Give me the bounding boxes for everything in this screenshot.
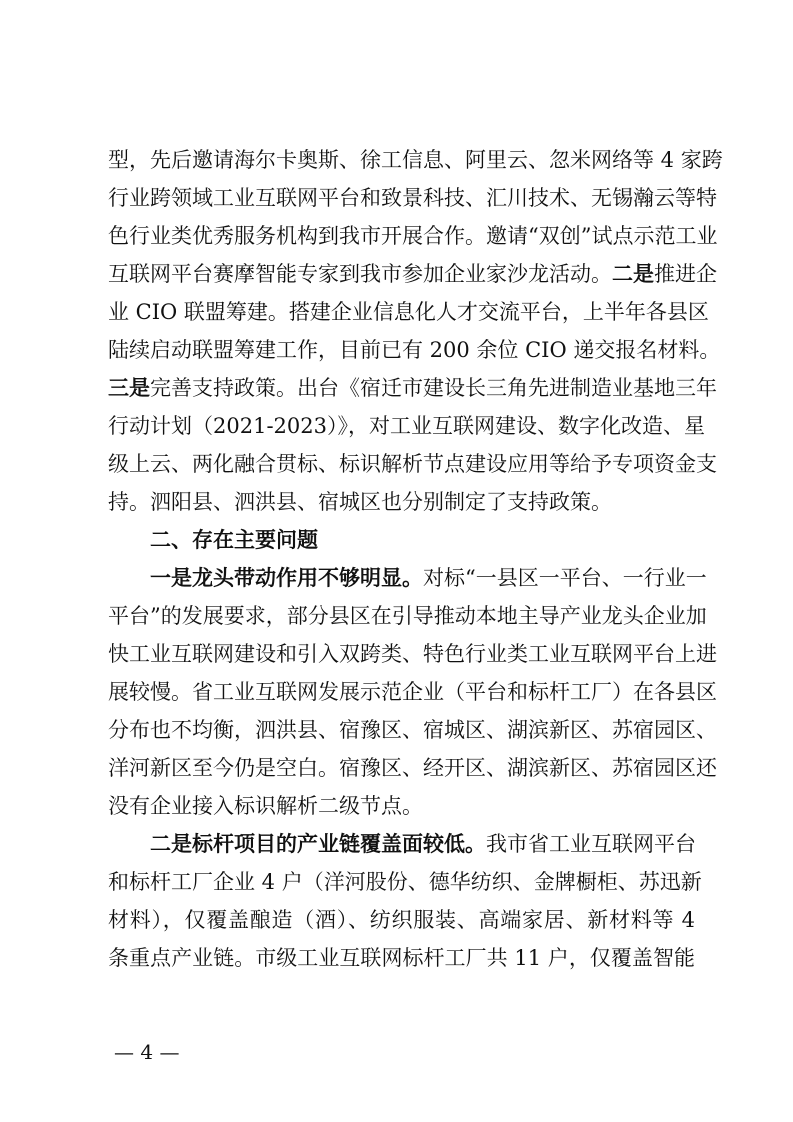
paragraph-line: 型，先后邀请海尔卡奥斯、徐工信息、阿里云、忽米网络等 4 家跨 — [108, 148, 723, 172]
paragraph-line: 展较慢。省工业互联网发展示范企业（平台和标杆工厂）在各县区 — [108, 680, 717, 704]
paragraph-line — [108, 255, 717, 293]
paragraph-line — [108, 369, 717, 407]
paragraph-line — [108, 825, 695, 863]
paragraph-line: 行业跨领域工业互联网平台和致景科技、汇川技术、无锡瀚云等特 — [108, 186, 717, 210]
bold-marker: 三是 — [108, 375, 150, 400]
sentence: 推进企 — [654, 262, 717, 286]
sentence: 我市省工业互联网平台 — [486, 832, 696, 856]
paragraph-line: 级上云、两化融合贯标、标识解析节点建设应用等给予专项资金支 — [108, 452, 717, 476]
sentence: 互联网平台赛摩智能专家到我市参加企业家沙龙活动。 — [108, 262, 612, 286]
sentence: 完善支持政策。出台《宿迁市建设长三角先进制造业基地三年 — [150, 376, 717, 400]
paragraph-line: 洋河新区至今仍是空白。宿豫区、经开区、湖滨新区、苏宿园区还 — [108, 756, 717, 780]
paragraph-line: 快工业互联网建设和引入双跨类、特色行业类工业互联网平台上进 — [108, 642, 717, 666]
paragraph-line: 材料），仅覆盖酿造（酒）、纺织服装、高端家居、新材料等 4 — [108, 908, 695, 932]
paragraph-line: 业 CIO 联盟筹建。搭建企业信息化人才交流平台，上半年各县区 — [108, 300, 709, 324]
paragraph-line: 行动计划（2021-2023）》，对工业互联网建设、数字化改造、星 — [108, 414, 705, 438]
paragraph-line: 平台”的发展要求，部分县区在引导推动本地主导产业龙头企业加 — [108, 604, 707, 628]
paragraph-line: 色行业类优秀服务机构到我市开展合作。邀请“双创”试点示范工业 — [108, 224, 718, 248]
bold-marker: 二是 — [612, 261, 654, 286]
page-number: — 4 — — [114, 1040, 180, 1064]
paragraph-line — [108, 559, 707, 597]
issue-title: 二是标杆项目的产业链覆盖面较低。 — [150, 831, 486, 856]
paragraph-line: 和标杆工厂企业 4 户（洋河股份、德华纺织、金牌橱柜、苏迅新 — [108, 870, 702, 894]
paragraph-line: 持。泗阳县、泗洪县、宿城区也分别制定了支持政策。 — [108, 490, 612, 514]
paragraph-line: 条重点产业链。市级工业互联网标杆工厂共 11 户，仅覆盖智能 — [108, 946, 695, 970]
body-text — [108, 141, 723, 977]
section-heading: 二、存在主要问题 — [150, 528, 318, 552]
issue-title: 一是龙头带动作用不够明显。 — [150, 565, 423, 590]
sentence: 对标“一县区一平台、一行业一 — [423, 566, 707, 590]
paragraph-line: 陆续启动联盟筹建工作，目前已有 200 余位 CIO 递交报名材料。 — [108, 338, 721, 362]
paragraph-line: 没有企业接入标识解析二级节点。 — [108, 794, 423, 818]
paragraph-line: 分布也不均衡，泗洪县、宿豫区、宿城区、湖滨新区、苏宿园区、 — [108, 718, 717, 742]
